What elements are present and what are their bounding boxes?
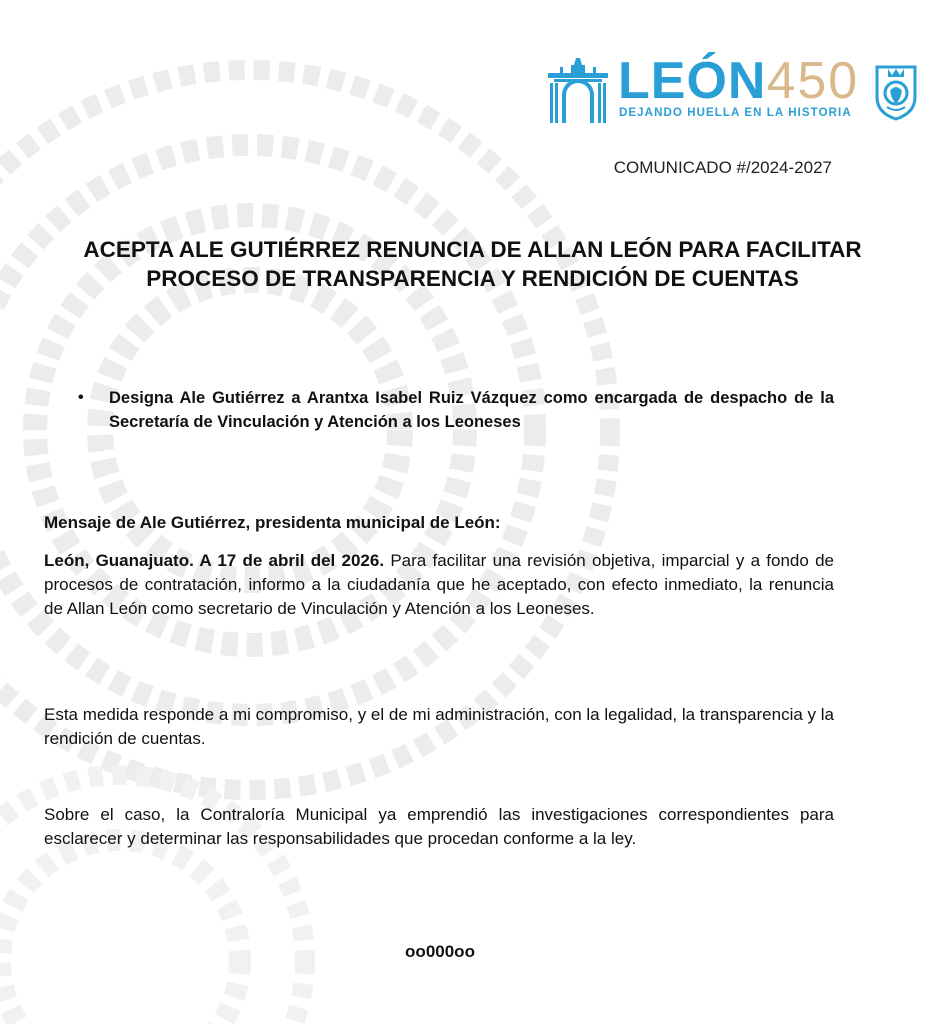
paragraph-commitment: Esta medida responde a mi compromiso, y el de mi administración, con la legalidad, la transparencia y la rendición de cuentas. (44, 705, 834, 748)
dateline: León, Guanajuato. A 17 de abril del 2026. (44, 551, 385, 570)
leon-450-logo (546, 52, 918, 127)
arch-monument-icon (546, 55, 610, 125)
closing-mark: oo000oo (405, 942, 475, 961)
communique-number: COMUNICADO #/2024-2027 (613, 158, 832, 177)
logo-number: 450 (766, 52, 860, 110)
bullet-text: Designa Ale Gutiérrez a Arantxa Isabel Ruiz Vázquez como encargada de despacho de la Secretaría de Vinculación y Atención a los Leoneses (109, 389, 834, 431)
logo-tagline: DEJANDO HUELLA EN LA HISTORIA (619, 107, 852, 119)
lion-shield-icon (874, 63, 918, 121)
paragraph-dateline (44, 549, 834, 621)
paragraph-investigation: Sobre el caso, la Contraloría Municipal ya emprendió las investigaciones correspondientes para esclarecer y determinar las responsabilidades que procedan conforme a la ley. (44, 805, 834, 848)
bullet-marker: • (78, 389, 84, 406)
logo-city: LEÓN (618, 52, 767, 110)
headline: ACEPTA ALE GUTIÉRREZ RENUNCIA DE ALLAN LEÓN PARA FACILITAR PROCESO DE TRANSPARENCIA Y RENDICIÓN DE CUENTAS (83, 237, 862, 291)
paragraph1-text: Para facilitar una revisión objetiva, imparcial y a fondo de procesos de contratación, informo a la ciudadanía que he aceptado, con efecto inmediato, la renuncia de Allan León como secretario de Vinculación y Atención a los Leoneses. (44, 551, 834, 618)
highlights-list (78, 386, 834, 434)
bullet-item (78, 386, 834, 434)
message-heading: Mensaje de Ale Gutiérrez, presidenta municipal de León: (44, 513, 501, 532)
logo-wordmark (618, 51, 859, 111)
